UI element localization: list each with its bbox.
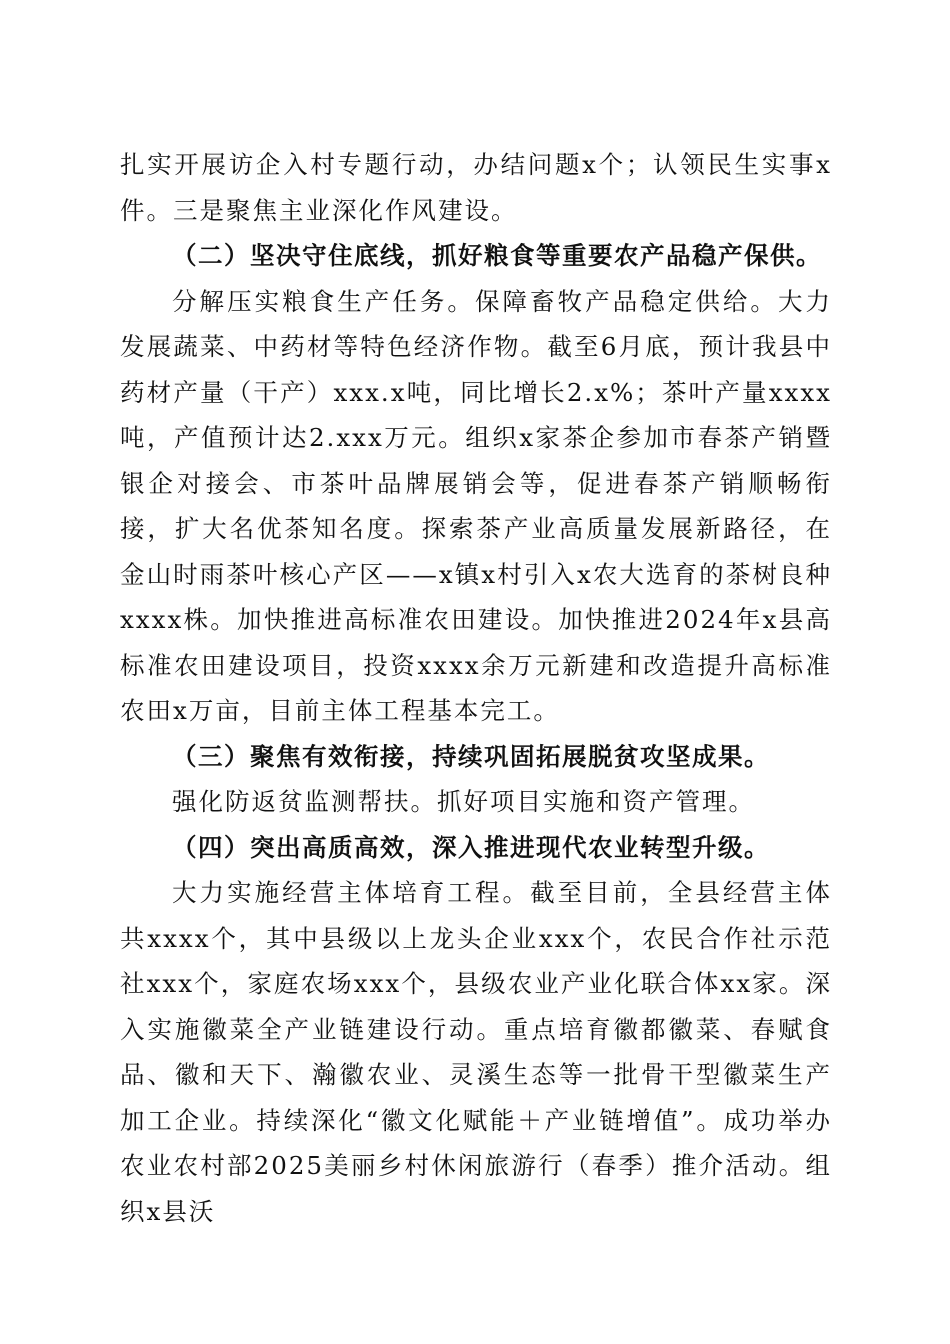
paragraph-continuation: 扎实开展访企入村专题行动，办结问题x个；认领民生实事x件。三是聚焦主业深化作风建设。 [120, 150, 832, 225]
document-body [120, 142, 832, 1234]
paragraph-business-entities: 大力实施经营主体培育工程。截至目前，全县经营主体共xxxx个，其中县级以上龙头企业xxx个，农民合作社示范社xxx个，家庭农场xxx个，县级农业产业化联合体xx家。深入实施徽菜全产业链建设行动。重点培育徽都徽菜、春赋食品、徽和天下、瀚徽农业、灵溪生态等一批骨干型徽菜生产加工企业。持续深化“徽文化赋能＋产业链增值”。成功举办农业农村部2025美丽乡村休闲旅游行（春季）推介活动。组织x县沃 [120, 878, 832, 1226]
section-heading-2: （二）坚决守住底线，抓好粮食等重要农产品稳产保供。 [172, 241, 822, 270]
section-heading-4: （四）突出高质高效，深入推进现代农业转型升级。 [172, 832, 770, 862]
paragraph-grain-production: 分解压实粮食生产任务。保障畜牧产品稳定供给。大力发展蔬菜、中药材等特色经济作物。截至6月底，预计我县中药材产量（干产）xxx.x吨，同比增长2.x%；茶叶产量xxxx吨，产值预计达2.xxx万元。组织x家茶企参加市春茶产销暨银企对接会、市茶叶品牌展销会等，促进春茶产销顺畅衔接，扩大名优茶知名度。探索茶产业高质量发展新路径，在金山时雨茶叶核心产区——x镇x村引入x农大选育的茶树良种xxxx株。加快推进高标准农田建设。加快推进2024年x县高标准农田建设项目，投资xxxx余万元新建和改造提升高标准农田x万亩，目前主体工程基本完工。 [120, 286, 832, 725]
paragraph-poverty-monitoring: 强化防返贫监测帮扶。抓好项目实施和资产管理。 [172, 787, 755, 816]
section-heading-3: （三）聚焦有效衔接，持续巩固拓展脱贫攻坚成果。 [172, 741, 770, 771]
